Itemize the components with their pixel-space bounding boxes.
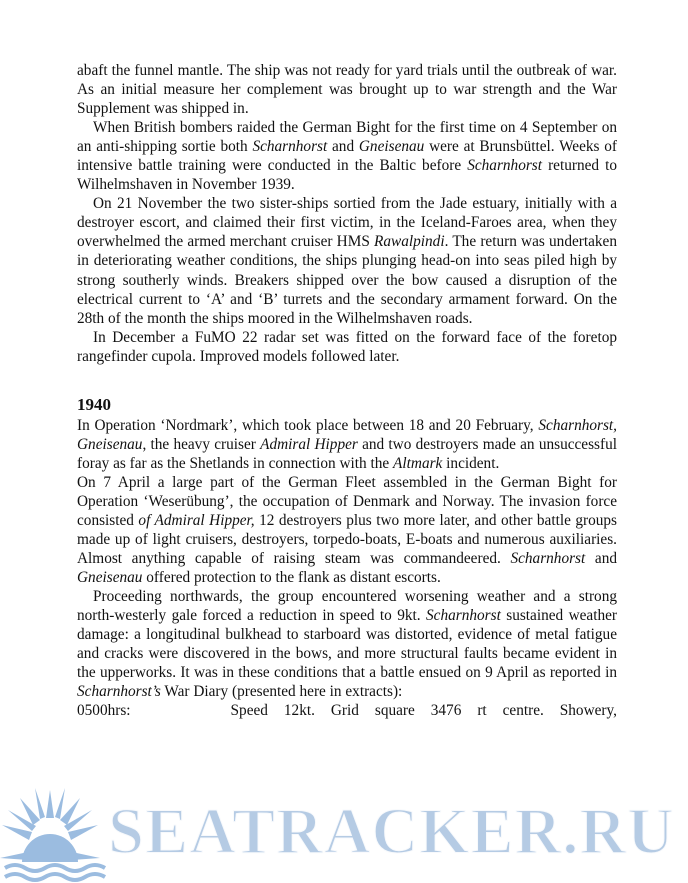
paragraph: On 21 November the two sister-ships sortied from the Jade estuary, initially with a destroyer escort, and claimed their first victim, in the Iceland-Faroes area, when they overwhelmed the armed merchant cruiser HMS Rawalpindi. The return was undertaken in deteriorating weather conditions, the ships plunging head-on into seas piled high by strong southerly winds. Breakers shipped over the bow caused a disruption of the electrical current to ‘A’ and ‘B’ turrets and the secondary armament forward. On the 28th of the month the ships moored in the Wilhelmshaven roads. (77, 195, 617, 327)
section-heading-1940: 1940 (77, 394, 111, 414)
paragraph: In December a FuMO 22 radar set was fitted on the forward face of the foretop rangefinder cupola. Improved models followed later. (77, 328, 617, 365)
section-1940-paragraphs (77, 416, 617, 702)
war-diary-log-line (77, 701, 617, 720)
italic-text: Admiral Hipper (260, 435, 358, 453)
italic-text: Scharnhorst, Gneisenau (77, 416, 617, 453)
italic-text: Scharnhorst’s (77, 683, 161, 701)
italic-text: of Admiral Hipper, (138, 511, 255, 529)
italic-text: Scharnhorst (510, 550, 586, 568)
italic-text: Gneisenau (77, 569, 143, 587)
sun-emblem-icon (0, 788, 105, 880)
log-time: 0500hrs: (77, 702, 131, 720)
intro-paragraphs (77, 61, 617, 366)
paragraph: When British bombers raided the German Bight for the first time on 4 September on an anti-shipping sortie both Scharnhorst and Gneisenau were at Brunsbüttel. Weeks of intensive battle training were conducted in the Baltic before Scharnhorst returned to Wilhelmshaven in November 1939. (77, 119, 618, 194)
section-gap (77, 366, 617, 394)
italic-text: Scharnhorst (467, 157, 542, 175)
italic-text: Altmark (393, 454, 443, 472)
italic-text: Rawalpindi (374, 233, 445, 251)
paragraph: Proceeding northwards, the group encountered worsening weather and a strong north-westerly gale forced a reduction in speed to 9kt. Scharnhorst sustained weather damage: a longitudinal bulkhead to starboard was distorted, evidence of metal fatigue and cracks were discovered in the bows, and more structural faults became evident in the upperworks. It was in these conditions that a battle ensued on 9 April as reported in Scharnhorst’s War Diary (presented here in extracts): (77, 588, 617, 701)
paragraph: abaft the funnel mantle. The ship was not ready for yard trials until the outbreak of war. As an initial measure her complement was brought up to war strength and the War Supplement was shipped in. (77, 62, 617, 118)
log-text: Speed 12kt. Grid square 3476 rt centre. Showery, (230, 702, 617, 720)
document-page (77, 61, 617, 721)
watermark-wordmark: SEATRACKER.RU (108, 795, 675, 868)
italic-text: Gneisenau (358, 138, 425, 156)
italic-text: Scharnhorst (426, 607, 501, 625)
paragraph: In Operation ‘Nordmark’, which took place between 18 and 20 February, Scharnhorst, Gneisenau, the heavy cruiser Admiral Hipper and two destroyers made an unsuccessful foray as far as the Shetlands in connection with the Altmark incident. (77, 416, 617, 472)
italic-text: Scharnhorst (252, 138, 328, 156)
paragraph: On 7 April a large part of the German Fleet assembled in the German Bight for Operation ‘Weserübung’, the occupation of Denmark and Norway. The invasion force consisted of Admiral Hipper, 12 destroyers plus two more later, and other battle groups made up of light cruisers, destroyers, torpedo-boats, E-boats and numerous auxiliaries. Almost anything capable of raising steam was commandeered. Scharnhorst and Gneisenau offered protection to the flank as distant escorts. (77, 473, 617, 587)
